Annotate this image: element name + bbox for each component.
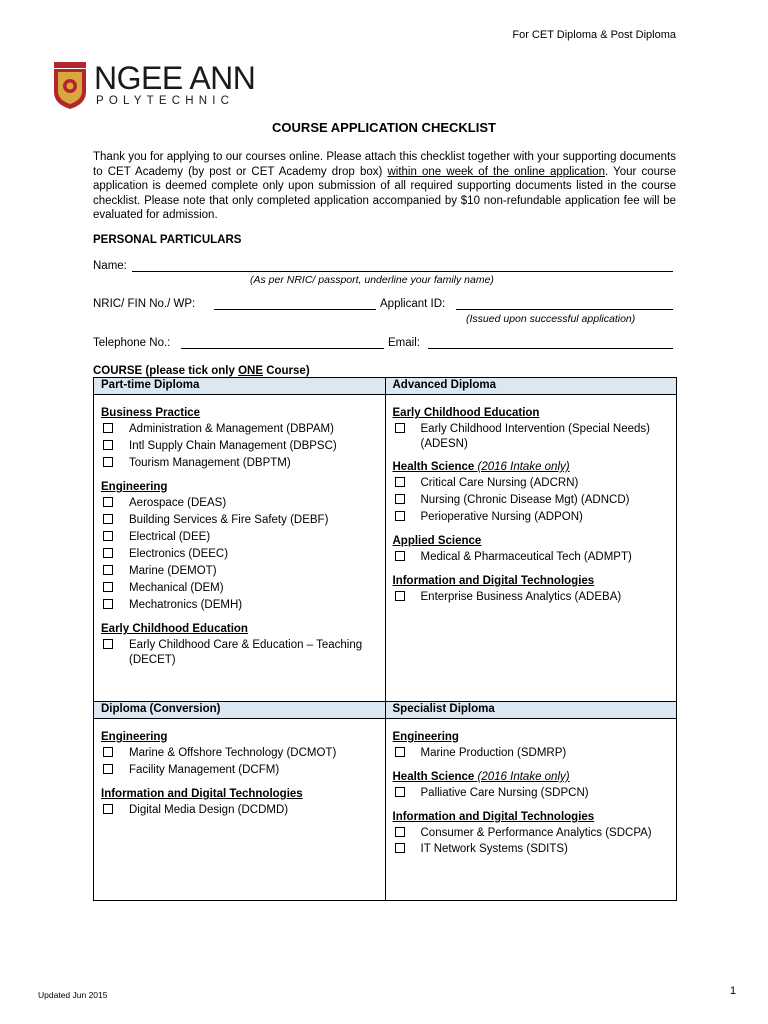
part-time-header: Part-time Diploma	[94, 378, 386, 395]
course-option[interactable]	[101, 438, 378, 455]
category-name: Information and Digital Technologies	[392, 811, 595, 823]
course-option[interactable]	[393, 421, 670, 452]
checkbox-icon[interactable]	[395, 747, 405, 757]
category-note: (2016 Intake only)	[477, 461, 570, 473]
email-field[interactable]	[428, 337, 673, 349]
telephone-field[interactable]	[181, 337, 384, 349]
personal-heading: PERSONAL PARTICULARS	[93, 234, 242, 246]
course-option[interactable]	[393, 475, 670, 492]
category-name: Business Practice	[101, 407, 201, 419]
category-name: Information and Digital Technologies	[101, 788, 303, 800]
checkbox-icon[interactable]	[103, 531, 113, 541]
course-option[interactable]	[101, 455, 378, 472]
applicant-id-field[interactable]	[456, 298, 673, 310]
course-label: Early Childhood Care & Education – Teaching (DECET)	[129, 639, 363, 666]
checkbox-icon[interactable]	[395, 843, 405, 853]
checkbox-icon[interactable]	[395, 591, 405, 601]
course-table	[93, 377, 677, 901]
checkbox-icon[interactable]	[395, 477, 405, 487]
checkbox-icon[interactable]	[395, 511, 405, 521]
course-option[interactable]	[393, 549, 670, 566]
telephone-label: Telephone No.:	[93, 337, 171, 349]
checkbox-icon[interactable]	[103, 497, 113, 507]
checkbox-icon[interactable]	[103, 764, 113, 774]
course-option[interactable]	[393, 589, 670, 606]
course-option[interactable]	[393, 492, 670, 509]
checkbox-icon[interactable]	[103, 639, 113, 649]
category-heading	[393, 407, 670, 419]
category-heading	[101, 731, 378, 743]
advanced-header: Advanced Diploma	[385, 378, 677, 395]
name-hint: (As per NRIC/ passport, underline your family name)	[250, 274, 494, 286]
course-label: Mechatronics (DEMH)	[129, 599, 243, 611]
name-label: Name:	[93, 260, 127, 272]
logo-name: NGEE ANN	[94, 60, 256, 96]
updated-date: Updated Jun 2015	[38, 990, 108, 1000]
page-title: COURSE APPLICATION CHECKLIST	[272, 120, 496, 135]
category-name: Engineering	[101, 731, 168, 743]
course-label: Electronics (DEEC)	[129, 548, 229, 560]
course-option[interactable]	[393, 785, 670, 802]
category-name: Early Childhood Education	[101, 623, 248, 635]
course-label: Intl Supply Chain Management (DBPSC)	[129, 440, 337, 452]
intro-deadline: within one week of the online application	[387, 165, 605, 178]
checkbox-icon[interactable]	[103, 457, 113, 467]
course-option[interactable]	[393, 825, 670, 841]
ngee-ann-logo	[52, 60, 267, 116]
category-heading	[393, 461, 670, 473]
checkbox-icon[interactable]	[103, 582, 113, 592]
intro-text-1: Thank you for applying to our courses online. Please attach this checklist together with your supporting documents to CET Academy (by post or CET Academy drop box)	[93, 151, 676, 178]
intro-text-2: . Your course application is deemed complete only upon submission of all required supporting documents listed in the course checklist. Please note that only completed application accompanied by $10 non-refundable application fee will be evaluated for admission.	[93, 165, 676, 221]
checkbox-icon[interactable]	[103, 599, 113, 609]
part-time-list	[94, 395, 385, 674]
category-name: Early Childhood Education	[392, 407, 540, 419]
checkbox-icon[interactable]	[103, 804, 113, 814]
category-heading	[101, 481, 378, 493]
category-heading	[101, 788, 378, 800]
category-heading	[393, 731, 670, 743]
course-label: Facility Management (DCFM)	[129, 764, 280, 776]
nric-field[interactable]	[214, 298, 376, 310]
category-name: Applied Science	[392, 535, 482, 547]
checkbox-icon[interactable]	[103, 514, 113, 524]
course-label: Nursing (Chronic Disease Mgt) (ADNCD)	[420, 494, 630, 506]
course-option[interactable]	[101, 580, 378, 597]
conversion-list	[94, 719, 385, 825]
advanced-list	[386, 395, 677, 612]
category-heading	[393, 535, 670, 547]
course-label: Perioperative Nursing (ADPON)	[420, 511, 583, 523]
category-name: Health Science	[392, 461, 475, 473]
category-heading	[393, 811, 670, 823]
logo-subtitle: POLYTECHNIC	[96, 95, 235, 107]
course-option[interactable]	[101, 637, 378, 668]
name-field[interactable]	[132, 260, 673, 272]
course-option[interactable]	[101, 762, 378, 779]
course-option[interactable]	[101, 802, 378, 819]
checkbox-icon[interactable]	[103, 747, 113, 757]
category-name: Engineering	[392, 731, 459, 743]
course-label: Palliative Care Nursing (SDPCN)	[420, 787, 589, 799]
category-name: Engineering	[101, 481, 168, 493]
course-label: IT Network Systems (SDITS)	[420, 843, 568, 855]
course-label: Aerospace (DEAS)	[129, 497, 227, 509]
applicant-id-label: Applicant ID:	[380, 298, 446, 310]
category-heading	[101, 623, 378, 635]
course-label: Marine (DEMOT)	[129, 565, 217, 577]
category-name: Information and Digital Technologies	[392, 575, 595, 587]
course-label: Early Childhood Intervention (Special Needs) (ADESN)	[420, 423, 650, 450]
course-label: Digital Media Design (DCDMD)	[129, 804, 289, 816]
course-label: Building Services & Fire Safety (DEBF)	[129, 514, 329, 526]
checkbox-icon[interactable]	[103, 548, 113, 558]
header-note: For CET Diploma & Post Diploma	[512, 29, 676, 41]
nric-label: NRIC/ FIN No./ WP:	[93, 298, 196, 310]
course-label: Electrical (DEE)	[129, 531, 211, 543]
course-label: Mechanical (DEM)	[129, 582, 224, 594]
course-option[interactable]	[101, 745, 378, 762]
intro-paragraph	[93, 150, 676, 223]
course-heading: COURSE (please tick only ONE Course)	[93, 365, 310, 377]
course-option[interactable]	[393, 509, 670, 526]
checkbox-icon[interactable]	[395, 423, 405, 433]
specialist-header: Specialist Diploma	[385, 702, 677, 719]
course-option[interactable]	[101, 546, 378, 563]
course-option[interactable]	[101, 529, 378, 546]
course-option[interactable]	[101, 563, 378, 580]
course-label: Tourism Management (DBPTM)	[129, 457, 291, 469]
category-heading	[393, 771, 670, 783]
conversion-header: Diploma (Conversion)	[94, 702, 386, 719]
checkbox-icon[interactable]	[395, 494, 405, 504]
course-option[interactable]	[101, 512, 378, 529]
course-label: Medical & Pharmaceutical Tech (ADMPT)	[420, 551, 632, 563]
course-option[interactable]	[393, 841, 670, 858]
course-option[interactable]	[101, 421, 378, 438]
category-name: Health Science	[392, 771, 475, 783]
course-label: Consumer & Performance Analytics (SDCPA)	[420, 827, 652, 839]
course-option[interactable]	[393, 745, 670, 762]
checkbox-icon[interactable]	[103, 565, 113, 575]
applicant-id-hint: (Issued upon successful application)	[466, 313, 636, 325]
checkbox-icon[interactable]	[395, 787, 405, 797]
course-option[interactable]	[101, 495, 378, 512]
course-label: Marine & Offshore Technology (DCMOT)	[129, 747, 337, 759]
page-number: 1	[730, 985, 737, 997]
checkbox-icon[interactable]	[395, 551, 405, 561]
category-heading	[101, 407, 378, 419]
course-label: Critical Care Nursing (ADCRN)	[420, 477, 579, 489]
checkbox-icon[interactable]	[103, 423, 113, 433]
specialist-list	[386, 719, 677, 864]
category-note: (2016 Intake only)	[477, 771, 570, 783]
email-label: Email:	[388, 337, 420, 349]
crest-icon	[52, 62, 88, 110]
checkbox-icon[interactable]	[103, 440, 113, 450]
category-heading	[393, 575, 670, 587]
course-option[interactable]	[101, 597, 378, 614]
course-label: Administration & Management (DBPAM)	[129, 423, 334, 435]
checkbox-icon[interactable]	[395, 827, 405, 837]
course-label: Marine Production (SDMRP)	[420, 747, 567, 759]
course-label: Enterprise Business Analytics (ADEBA)	[420, 591, 622, 603]
